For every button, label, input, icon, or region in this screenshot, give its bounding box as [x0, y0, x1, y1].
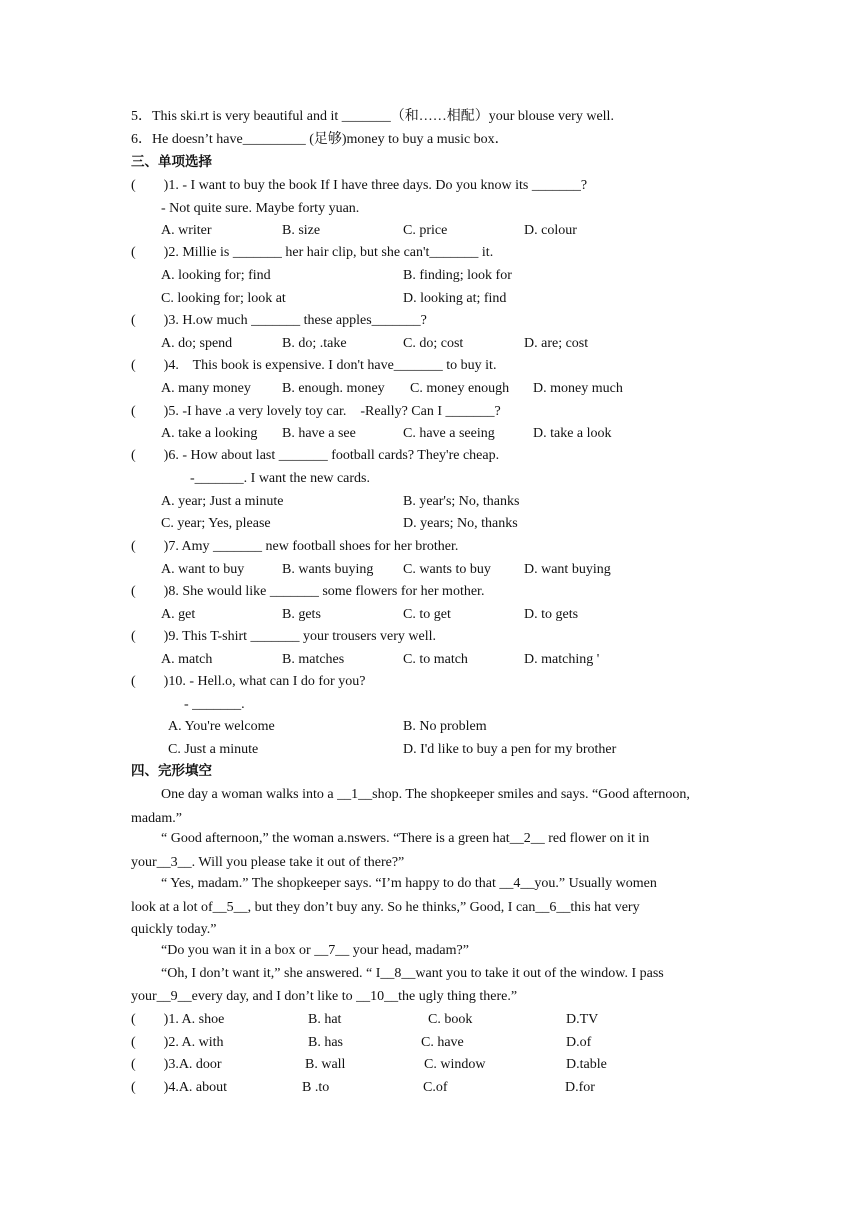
mc-4-option-d: D. money much: [533, 381, 623, 396]
mc-1-option-d: D. colour: [524, 223, 577, 238]
cloze-1-option-d: D.TV: [566, 1012, 599, 1027]
cloze-3-option-b: B. wall: [305, 1057, 346, 1072]
passage-line-1: One day a woman walks into a __1__shop. The shopkeeper smiles and says. “Good afternoon,: [161, 787, 690, 802]
mc-9-option-d: D. matching ': [524, 652, 600, 667]
mc-9-option-c: C. to match: [403, 652, 468, 667]
mc-10-stem: ( )10. - Hell.o, what can I do for you?: [131, 674, 366, 689]
mc-4-option-b: B. enough. money: [282, 381, 385, 396]
mc-5-option-a: A. take a looking: [161, 426, 258, 441]
mc-3-option-b: B. do; .take: [282, 336, 347, 351]
cloze-3-option-c: C. window: [424, 1057, 486, 1072]
cloze-4-option-a: ( )4.A. about: [131, 1080, 228, 1095]
mc-3-option-d: D. are; cost: [524, 336, 589, 351]
mc-2-option-c: C. looking for; look at: [161, 291, 286, 306]
mc-5-option-c: C. have a seeing: [403, 426, 495, 441]
passage-line-6: look at a lot of__5__, but they don’t buy any. So he thinks,” Good, I can__6__this hat very: [131, 900, 640, 915]
mc-4-stem: ( )4. This book is expensive. I don't have_______ to buy it.: [131, 358, 497, 373]
cloze-3-option-a: ( )3.A. door: [131, 1057, 222, 1072]
fill-in-item-5: 5．This ski.rt is very beautiful and it _______（和……相配）your blouse very well.: [131, 109, 614, 124]
mc-7-option-d: D. want buying: [524, 562, 611, 577]
cloze-3-option-d: D.table: [566, 1057, 607, 1072]
passage-line-2: madam.”: [131, 811, 182, 826]
mc-10-reply: - _______.: [184, 697, 245, 712]
passage-line-9: “Oh, I don’t want it,” she answered. “ I__8__want you to take it out of the window. I pass: [161, 966, 664, 981]
mc-9-stem: ( )9. This T-shirt _______ your trousers very well.: [131, 629, 436, 644]
mc-3-stem: ( )3. H.ow much _______ these apples_______?: [131, 313, 427, 328]
mc-2-option-d: D. looking at; find: [403, 291, 507, 306]
mc-7-option-a: A. want to buy: [161, 562, 245, 577]
mc-8-option-c: C. to get: [403, 607, 451, 622]
mc-9-option-a: A. match: [161, 652, 213, 667]
mc-5-stem: ( )5. -I have .a very lovely toy car. -Really? Can I _______?: [131, 404, 501, 419]
mc-7-option-c: C. wants to buy: [403, 562, 491, 577]
cloze-1-option-b: B. hat: [308, 1012, 342, 1027]
mc-7-option-b: B. wants buying: [282, 562, 374, 577]
passage-line-5: “ Yes, madam.” The shopkeeper says. “I’m happy to do that __4__you.” Usually women: [161, 876, 657, 891]
section-3-heading: 三、单项选择: [131, 154, 212, 170]
cloze-1-option-c: C. book: [428, 1012, 473, 1027]
mc-1-option-a: A. writer: [161, 223, 212, 238]
cloze-4-option-c: C.of: [423, 1080, 448, 1095]
mc-10-option-a: A. You're welcome: [168, 719, 275, 734]
mc-6-reply: -_______. I want the new cards.: [190, 471, 371, 486]
passage-line-7: quickly today.”: [131, 922, 217, 937]
cloze-1-option-a: ( )1. A. shoe: [131, 1012, 225, 1027]
cloze-4-option-b: B .to: [302, 1080, 330, 1095]
mc-2-option-b: B. finding; look for: [403, 268, 512, 283]
mc-10-option-c: C. Just a minute: [168, 742, 259, 757]
mc-8-option-d: D. to gets: [524, 607, 579, 622]
mc-1-option-c: C. price: [403, 223, 448, 238]
mc-5-option-b: B. have a see: [282, 426, 356, 441]
mc-6-option-d: D. years; No, thanks: [403, 516, 518, 531]
mc-10-option-d: D. I'd like to buy a pen for my brother: [403, 742, 617, 757]
cloze-2-option-c: C. have: [421, 1035, 464, 1050]
passage-line-3: “ Good afternoon,” the woman a.nswers. “There is a green hat__2__ red flower on it in: [161, 831, 650, 846]
cloze-4-option-d: D.for: [565, 1080, 595, 1095]
mc-9-option-b: B. matches: [282, 652, 345, 667]
mc-10-option-b: B. No problem: [403, 719, 487, 734]
mc-4-option-a: A. many money: [161, 381, 251, 396]
cloze-2-option-b: B. has: [308, 1035, 343, 1050]
cloze-2-option-d: D.of: [566, 1035, 592, 1050]
section-4-heading: 四、完形填空: [131, 763, 212, 779]
mc-6-stem: ( )6. - How about last _______ football cards? They're cheap.: [131, 448, 500, 463]
mc-6-option-c: C. year; Yes, please: [161, 516, 271, 531]
mc-1-option-b: B. size: [282, 223, 321, 238]
mc-3-option-c: C. do; cost: [403, 336, 464, 351]
cloze-2-option-a: ( )2. A. with: [131, 1035, 224, 1050]
mc-4-option-c: C. money enough: [410, 381, 510, 396]
mc-1-stem: ( )1. - I want to buy the book If I have three days. Do you know its _______?: [131, 178, 588, 193]
mc-2-option-a: A. looking for; find: [161, 268, 271, 283]
mc-8-stem: ( )8. She would like _______ some flowers for her mother.: [131, 584, 485, 599]
passage-line-10: your__9__every day, and I don’t like to __10__the ugly thing there.”: [131, 989, 518, 1004]
mc-3-option-a: A. do; spend: [161, 336, 233, 351]
mc-8-option-b: B. gets: [282, 607, 321, 622]
mc-7-stem: ( )7. Amy _______ new football shoes for her brother.: [131, 539, 459, 554]
mc-5-option-d: D. take a look: [533, 426, 612, 441]
passage-line-8: “Do you wan it in a box or __7__ your head, madam?”: [161, 943, 469, 958]
mc-2-stem: ( )2. Millie is _______ her hair clip, but she can't_______ it.: [131, 245, 494, 260]
fill-in-item-6: 6．He doesn’t have_________ (足够)money to buy a music box．: [131, 132, 509, 147]
mc-1-reply: - Not quite sure. Maybe forty yuan.: [161, 201, 360, 216]
mc-6-option-a: A. year; Just a minute: [161, 494, 284, 509]
mc-8-option-a: A. get: [161, 607, 196, 622]
passage-line-4: your__3__. Will you please take it out of there?”: [131, 855, 405, 870]
mc-6-option-b: B. year's; No, thanks: [403, 494, 520, 509]
